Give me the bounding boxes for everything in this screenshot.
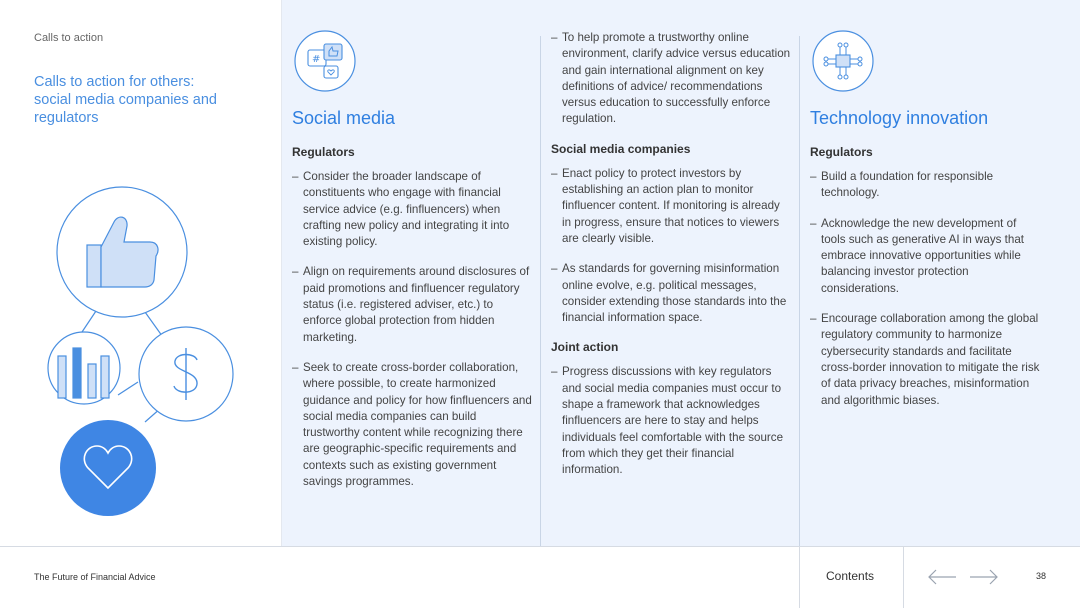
social-media-column [292, 30, 532, 546]
middle-column [551, 30, 791, 546]
social-chat-icon [294, 30, 356, 92]
circuit-chip-icon [812, 30, 874, 92]
regulators-label: Regulators [810, 145, 873, 159]
footer-divider [799, 547, 800, 608]
section-label: Calls to action [34, 32, 104, 44]
report-title: The Future of Financial Advice [34, 572, 156, 582]
technology-column [810, 30, 1040, 546]
list-item: – Align on requirements around disclosures of paid promotions and finfluencer regulatory status (i.e. registered adviser, etc.) to enforce global protection from hidden marketing. [292, 265, 530, 344]
social-icons-illustration [0, 150, 282, 540]
footer-divider [903, 547, 904, 608]
arrow-left-icon[interactable] [927, 567, 957, 587]
list-item: – As standards for governing misinformation online evolve, e.g. political messages, consider extending those standards into the financial information space. [551, 262, 787, 325]
regulators-label: Regulators [292, 145, 355, 159]
social-media-title: Social media [292, 108, 396, 128]
list-item: – Consider the broader landscape of constituents who engage with financial service advice (e.g. finfluencers) when crafting new policy and integrating it into existing policy. [292, 170, 510, 249]
list-item: – Encourage collaboration among the global regulatory community to harmonize cybersecurity standards and facilitate cross-border innovation to mitigate the risk of data privacy breaches, misinformation and algorithmic biases. [810, 312, 1040, 407]
technology-innovation-title: Technology innovation [810, 108, 989, 128]
column-divider [540, 36, 541, 546]
joint-action-label: Joint action [551, 340, 619, 355]
left-panel [0, 0, 282, 546]
list-item: – Progress discussions with key regulators and social media companies must occur to shape a framework that acknowledges finfluencers are here to stay and helps individuals feel comfortable with the source from which they get their financial information. [551, 365, 784, 477]
footer [0, 546, 1080, 608]
page-heading: Calls to action for others: social media companies and regulators [34, 74, 217, 126]
list-item: – Acknowledge the new development of tools such as generative AI in ways that embrace innovative opportunities while balancing investor protection considerations. [810, 216, 1025, 295]
list-item: – Build a foundation for responsible technology. [810, 170, 994, 200]
contents-link[interactable]: Contents [826, 569, 875, 583]
list-item: – To help promote a trustworthy online environment, clarify advice versus education and gain international alignment on key definitions of advice/ recommendations versus education to successfully enforce regulation. [551, 31, 791, 126]
column-divider [799, 36, 800, 546]
social-media-companies-label: Social media companies [551, 141, 691, 156]
arrow-right-icon[interactable] [969, 567, 999, 587]
list-item: – Seek to create cross-border collaboration, where possible, to create harmonized guidance and policy for how finfluencers and social media companies can build trustworthy content while recognizing there are geographic-specific requirements and contexts such as existing government savings programmes. [292, 360, 532, 489]
page-number: 38 [1036, 571, 1047, 581]
heart-circle [60, 420, 156, 516]
list-item: – Enact policy to protect investors by establishing an action plan to monitor finfluencer content. If monitoring is already in progress, ensure that notices to viewers are clearly visible. [551, 166, 780, 245]
svg-text:#: # [312, 54, 321, 65]
